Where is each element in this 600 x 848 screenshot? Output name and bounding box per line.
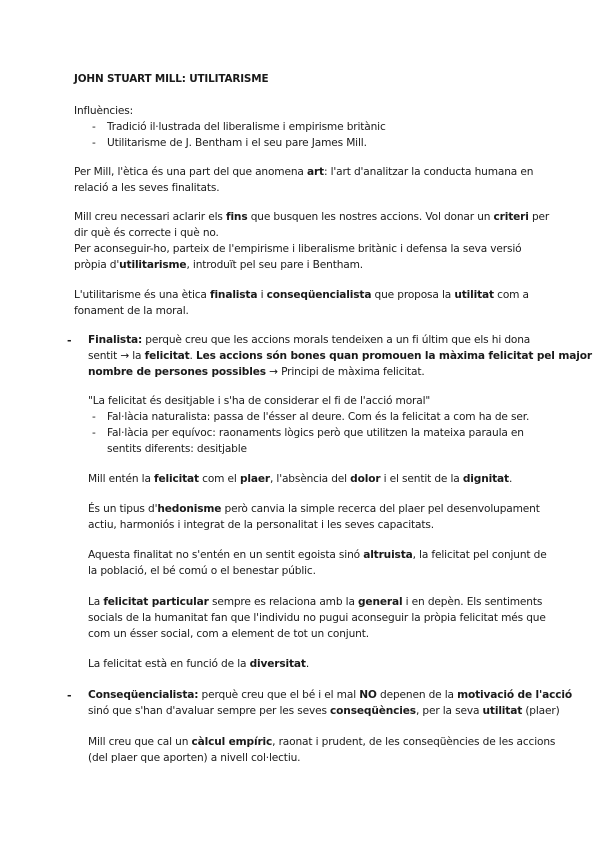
finalista-heading-line: Finalista: perquè creu que les accions morals tendeixen a un fi últim que els hi dona: [88, 334, 531, 346]
paragraph-line: (del plaer que aporten) a nivell col·lectiu.: [88, 752, 301, 764]
paragraph-line: La felicitat està en funció de la diversitat.: [88, 658, 310, 670]
fallacy-item: Fal·làcia naturalista: passa de l'ésser al deure. Com és la felicitat a com ha de ser.: [107, 411, 530, 423]
influences-heading: Influències:: [74, 105, 134, 117]
paragraph-line: És un tipus d'hedonisme però canvia la simple recerca del plaer pel desenvolupament: [88, 503, 540, 515]
section-bullet: -: [67, 334, 72, 347]
paragraph-line: La felicitat particular sempre es relaciona amb la general i en depèn. Els sentiments: [88, 596, 543, 608]
paragraph-line: socials de la humanitat fan que l'individu no pugui aconseguir la pròpia felicitat més que: [88, 612, 546, 624]
paragraph-line: sentit → la felicitat. Les accions són bones quan promouen la màxima felicitat pel major: [88, 350, 592, 362]
document-title: JOHN STUART MILL: UTILITARISME: [74, 73, 269, 85]
section-bullet: -: [67, 689, 72, 702]
quote: "La felicitat és desitjable i s'ha de considerar el fi de l'acció moral": [88, 395, 431, 407]
fallacy-item: Fal·làcia per equívoc: raonaments lògics però que utilitzen la mateixa paraula en: [107, 427, 524, 439]
influence-item: Utilitarisme de J. Bentham i el seu pare James Mill.: [107, 137, 367, 149]
list-bullet: -: [92, 427, 96, 439]
paragraph-line: nombre de persones possibles → Principi de màxima felicitat.: [88, 366, 425, 378]
paragraph-line: Mill entén la felicitat com el plaer, l'absència del dolor i el sentit de la dignitat.: [88, 473, 513, 485]
paragraph-line: L'utilitarisme és una ètica finalista i conseqüencialista que proposa la utilitat com a: [74, 289, 529, 301]
paragraph-line: sinó que s'han d'avaluar sempre per les seves conseqüències, per la seva utilitat (plaer): [88, 705, 560, 717]
paragraph-line: Mill creu necessari aclarir els fins que busquen les nostres accions. Vol donar un criteri per: [74, 211, 550, 223]
list-bullet: -: [92, 137, 96, 149]
paragraph-line: pròpia d'utilitarisme, introduït pel seu pare i Bentham.: [74, 259, 364, 271]
fallacy-item-cont: sentits diferents: desitjable: [107, 443, 247, 455]
paragraph-line: Per Mill, l'ètica és una part del que anomena art: l'art d'analitzar la conducta humana en: [74, 166, 534, 178]
paragraph-line: Mill creu que cal un càlcul empíric, raonat i prudent, de les conseqüències de les accions: [88, 736, 556, 748]
paragraph-line: com un ésser social, com a element de tot un conjunt.: [88, 628, 369, 640]
paragraph-line: fonament de la moral.: [74, 305, 189, 317]
influence-item: Tradició il·lustrada del liberalisme i empirisme britànic: [107, 121, 386, 133]
paragraph-line: relació a les seves finalitats.: [74, 182, 220, 194]
paragraph-line: actiu, harmoniós i integrat de la personalitat i les seves capacitats.: [88, 519, 434, 531]
paragraph-line: dir què és correcte i què no.: [74, 227, 219, 239]
paragraph-line: Per aconseguir-ho, parteix de l'empirisme i liberalisme britànic i defensa la seva versió: [74, 243, 522, 255]
paragraph-line: la població, el bé comú o el benestar públic.: [88, 565, 316, 577]
conseq-heading-line: Conseqüencialista: perquè creu que el bé i el mal NO depenen de la motivació de l'acció: [88, 689, 573, 701]
list-bullet: -: [92, 411, 96, 423]
list-bullet: -: [92, 121, 96, 133]
paragraph-line: Aquesta finalitat no s'entén en un sentit egoista sinó altruista, la felicitat pel conjunt de: [88, 549, 547, 561]
